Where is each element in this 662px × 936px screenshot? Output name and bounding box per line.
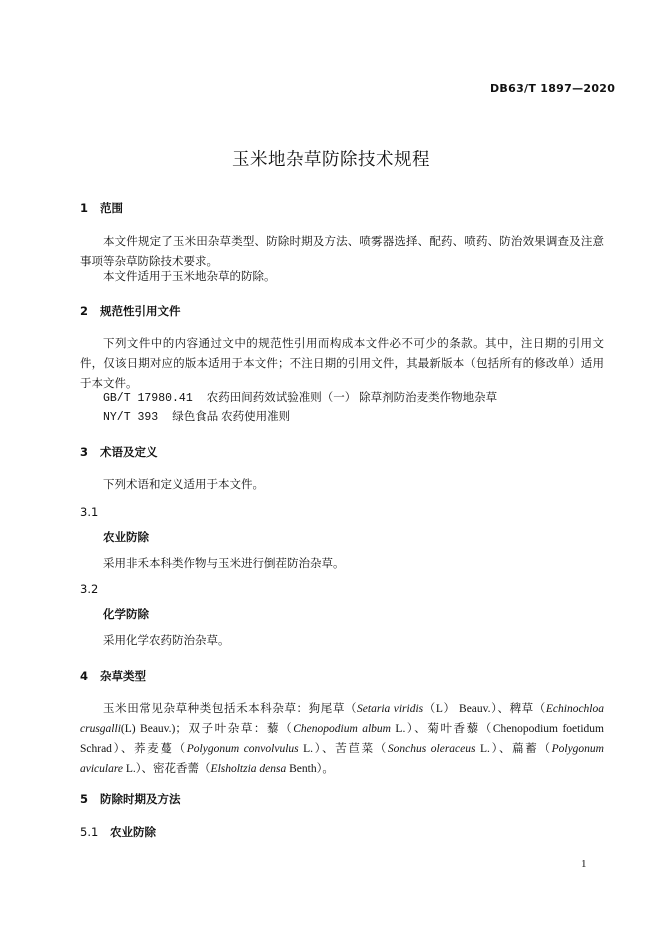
section-title: 杂草类型: [100, 669, 146, 683]
section-5-heading: [80, 791, 181, 807]
subsection-number: 5.1: [80, 825, 99, 839]
section-2-heading: [80, 303, 181, 319]
section-1-paragraph-2: 本文件适用于玉米地杂草的防除。: [103, 271, 276, 283]
term-number: 3.2: [80, 582, 99, 596]
document-title: 玉米地杂草防除技术规程: [232, 149, 430, 169]
section-4-heading: [80, 668, 146, 684]
subsection-title: 农业防除: [110, 825, 156, 839]
section-2-paragraph-1: 下列文件中的内容通过文中的规范性引用而构成本文件必不可少的条款。其中，注日期的引用文件，仅该日期对应的版本适用于本文件；不注日期的引用文件，其最新版本（包括所有的修改单）适用于本文件。: [80, 338, 604, 390]
section-number: 3: [80, 445, 89, 459]
reference-title: 绿色食品 农药使用准则: [172, 411, 291, 423]
section-number: 2: [80, 304, 89, 318]
section-1-heading: [80, 200, 123, 216]
reference-code: NY/T 393: [103, 411, 159, 424]
subsection-5-1-heading: [80, 824, 156, 840]
term-number: 3.1: [80, 505, 99, 519]
term-name: 化学防除: [103, 607, 149, 621]
section-4-paragraph-1: 玉米田常见杂草种类包括禾本科杂草：狗尾草（Setaria viridis（L） Beauv.）、稗草（Echinochloa crusgalli(L) Beauv.)；双子叶杂草：藜（Chenopodium album L.）、菊叶香藜（Chenopodium foetidum Schrad）、荞麦蔓（Polygonum convolvulus L.）、苦苣菜（Sonchus oleraceus L.）、萹蓄（Polygonum aviculare L.）、密花香薷（Elsholtzia densa Benth）。: [80, 703, 604, 775]
section-number: 1: [80, 201, 89, 215]
reference-title: 农药田间药效试验准则（一） 除草剂防治麦类作物地杂草: [206, 392, 498, 404]
document-code: DB63/T 1897—2020: [490, 82, 616, 95]
page-number: 1: [581, 858, 587, 870]
section-number: 5: [80, 792, 89, 806]
section-number: 4: [80, 669, 89, 683]
reference-code: GB/T 17980.41: [103, 392, 193, 405]
section-title: 防除时期及方法: [100, 792, 181, 806]
term-name: 农业防除: [103, 530, 149, 544]
term-definition: 采用化学农药防治杂草。: [103, 635, 230, 647]
section-title: 范围: [100, 201, 123, 215]
normative-reference: [103, 408, 290, 424]
section-3-paragraph-1: 下列术语和定义适用于本文件。: [103, 479, 264, 491]
section-title: 规范性引用文件: [100, 304, 181, 318]
section-1-paragraph-1: 本文件规定了玉米田杂草类型、防除时期及方法、喷雾器选择、配药、喷药、防治效果调查及注意事项等杂草防除技术要求。: [80, 236, 604, 268]
section-title: 术语及定义: [100, 445, 158, 459]
section-3-heading: [80, 444, 158, 460]
term-definition: 采用非禾本科类作物与玉米进行倒茬防治杂草。: [103, 558, 345, 570]
normative-reference: [103, 389, 497, 405]
